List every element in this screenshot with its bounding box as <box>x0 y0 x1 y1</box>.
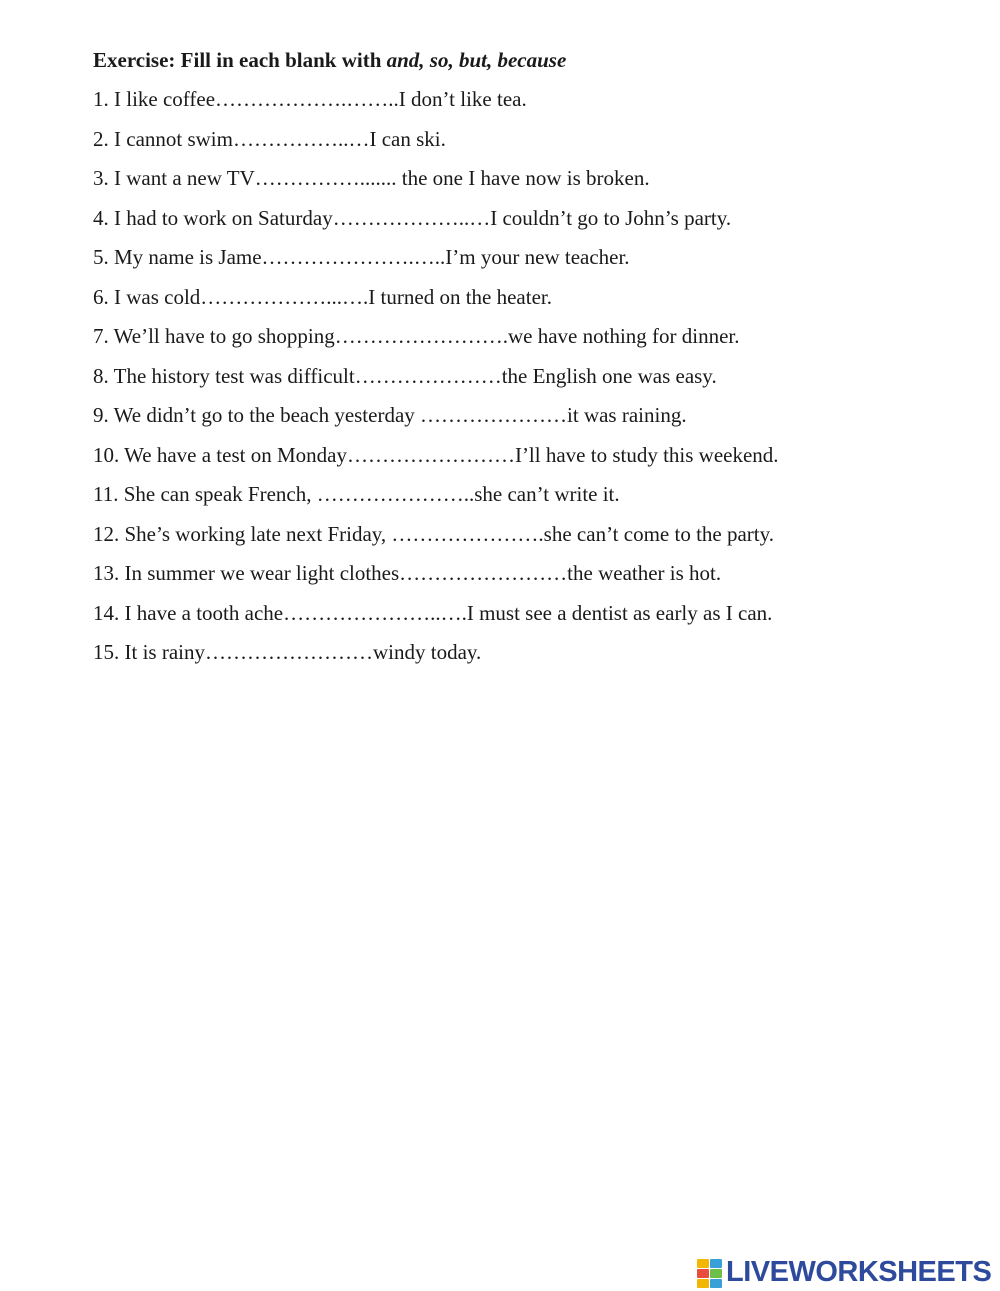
exercise-item: 11. She can speak French, …………………..she can’t write it. <box>93 482 620 506</box>
exercise-title-prefix: Exercise: Fill in each blank with <box>93 48 387 72</box>
liveworksheets-logo[interactable] <box>697 1254 991 1290</box>
exercise-items-list <box>93 86 779 679</box>
exercise-title <box>93 47 566 73</box>
liveworksheets-wordmark: LIVEWORKSHEETS <box>726 1255 992 1288</box>
exercise-item: 12. She’s working late next Friday, ………………….she can’t come to the party. <box>93 521 775 546</box>
exercise-item: 1. I like coffee……………….……..I don’t like tea. <box>93 87 527 111</box>
logo-block-2 <box>710 1259 722 1268</box>
exercise-title-words: and, so, but, because <box>386 48 567 72</box>
exercise-item: 15. It is rainy……………………windy today. <box>93 640 482 664</box>
exercise-item: 5. My name is Jame………………….…..I’m your new teacher. <box>93 245 630 269</box>
exercise-item: 2. I cannot swim……………..…I can ski. <box>93 126 446 151</box>
exercise-item: 6. I was cold………………...….I turned on the heater. <box>93 284 552 309</box>
logo-block-4 <box>710 1269 722 1278</box>
logo-block-1 <box>697 1259 709 1268</box>
logo-block-5 <box>697 1279 709 1288</box>
exercise-item: 8. The history test was difficult…………………the English one was easy. <box>93 363 717 388</box>
logo-block-3 <box>697 1269 709 1278</box>
exercise-item: 10. We have a test on Monday……………………I’ll have to study this weekend. <box>93 442 779 467</box>
exercise-item: 9. We didn’t go to the beach yesterday …………………it was raining. <box>93 403 687 427</box>
liveworksheets-logo-icon <box>697 1257 723 1287</box>
exercise-item: 14. I have a tooth ache…………………..….I must see a dentist as early as I can. <box>93 600 773 625</box>
exercise-item: 4. I had to work on Saturday………………..…I couldn’t go to John’s party. <box>93 205 732 230</box>
exercise-item: 13. In summer we wear light clothes……………………the weather is hot. <box>93 561 722 585</box>
exercise-item: 7. We’ll have to go shopping…………………….we have nothing for dinner. <box>93 324 740 348</box>
logo-block-6 <box>710 1279 722 1288</box>
exercise-item: 3. I want a new TV……………....... the one I have now is broken. <box>93 166 650 190</box>
